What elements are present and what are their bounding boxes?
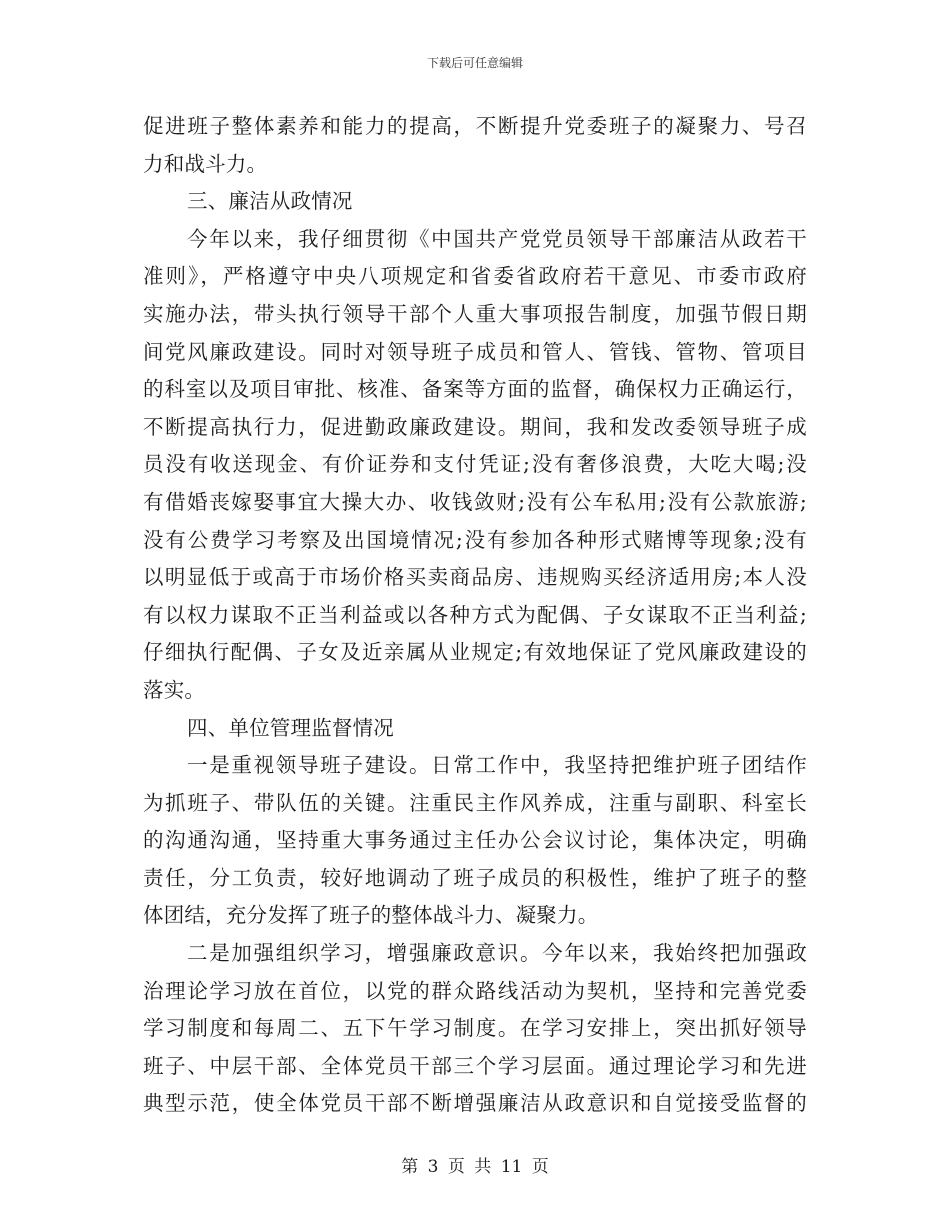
text-line: 没有公费学习考察及出国境情况;没有参加各种形式赌博等现象;没有: [143, 527, 807, 552]
text-line: 四、单位管理监督情况: [187, 715, 394, 740]
text-line: 间党风廉政建设。同时对领导班子成员和管人、管钱、管物、管项目: [143, 339, 807, 364]
text-line: 以明显低于或高于市场价格买卖商品房、违规购买经济适用房;本人没: [143, 565, 807, 590]
text-line: 有借婚丧嫁娶事宜大操大办、收钱敛财;没有公车私用;没有公款旅游;: [143, 489, 807, 514]
text-line: 有以权力谋取不正当利益或以各种方式为配偶、子女谋取不正当利益;: [143, 602, 807, 627]
text-line: 班子、中层干部、全体党员干部三个学习层面。通过理论学习和先进: [143, 1053, 807, 1078]
text-line: 学习制度和每周二、五下午学习制度。在学习安排上，突出抓好领导: [143, 1016, 807, 1041]
text-line: 准则》，严格遵守中央八项规定和省委省政府若干意见、市委市政府: [143, 264, 807, 289]
text-line: 一是重视领导班子建设。日常工作中，我坚持把维护班子团结作: [187, 753, 807, 778]
text-line: 实施办法，带头执行领导干部个人重大事项报告制度，加强节假日期: [143, 301, 807, 326]
text-line: 仔细执行配偶、子女及近亲属从业规定;有效地保证了党风廉政建设的: [143, 640, 807, 665]
text-line: 三、廉洁从政情况: [187, 189, 353, 214]
text-line: 的沟通沟通，坚持重大事务通过主任办公会议讨论，集体决定，明确: [143, 828, 807, 853]
page-number-footer: 第 3 页 共 11 页: [401, 1157, 549, 1177]
document-body: [143, 108, 807, 1123]
text-line: 员没有收送现金、有价证券和支付凭证;没有奢侈浪费，大吃大喝;没: [143, 452, 807, 477]
page-header-note: 下载后可任意编辑: [426, 56, 523, 70]
text-line: 治理论学习放在首位，以党的群众路线活动为契机，坚持和完善党委: [143, 978, 807, 1003]
text-line: 促进班子整体素养和能力的提高，不断提升党委班子的凝聚力、号召: [143, 114, 807, 138]
text-line: 二是加强组织学习，增强廉政意识。今年以来，我始终把加强政: [187, 941, 807, 966]
text-line: 的科室以及项目审批、核准、备案等方面的监督，确保权力正确运行，: [143, 377, 807, 402]
text-line: 落实。: [143, 677, 206, 702]
text-line: 为抓班子、带队伍的关键。注重民主作风养成，注重与副职、科室长: [143, 790, 807, 815]
text-line: 体团结，充分发挥了班子的整体战斗力、凝聚力。: [143, 903, 599, 928]
text-line: 今年以来，我仔细贯彻《中国共产党党员领导干部廉洁从政若干: [187, 226, 807, 251]
text-line: 不断提高执行力，促进勤政廉政建设。期间，我和发改委领导班子成: [143, 414, 807, 439]
text-line: 典型示范，使全体党员干部不断增强廉洁从政意识和自觉接受监督的: [143, 1091, 807, 1116]
text-line: 责任，分工负责，较好地调动了班子成员的积极性，维护了班子的整: [143, 865, 807, 890]
text-line: 力和战斗力。: [143, 151, 268, 176]
